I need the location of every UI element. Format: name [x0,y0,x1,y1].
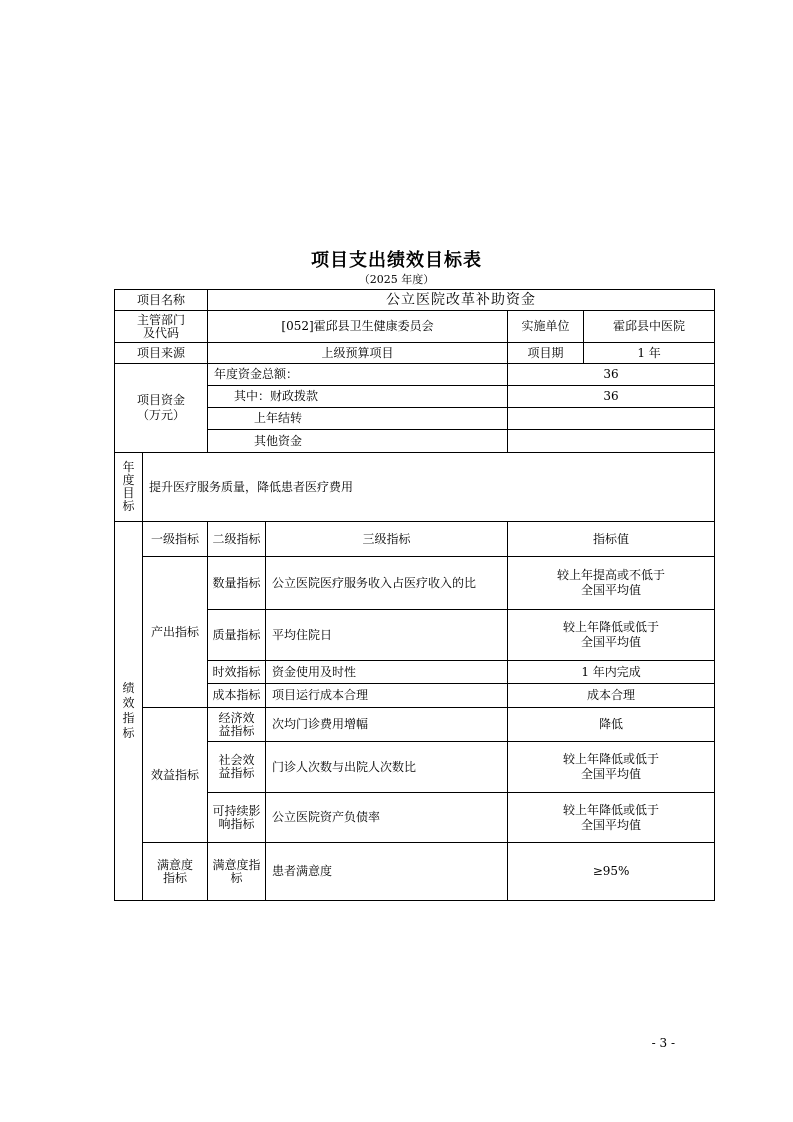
header-level2: 二级指标 [208,522,266,557]
header-level3: 三级指标 [266,522,508,557]
source-label: 项目来源 [115,343,208,364]
output-level2: 质量指标 [208,610,266,661]
table-row [115,843,715,901]
impl-unit-label: 实施单位 [508,311,584,343]
satisfaction-level2: 满意度指标 [208,843,266,901]
annual-goal-value: 提升医疗服务质量，降低患者医疗费用 [143,453,715,522]
funds-total-label: 年度资金总额： [208,364,508,386]
period-label: 项目期 [508,343,584,364]
page-subtitle: （2025 年度） [358,273,435,286]
source-value: 上级预算项目 [208,343,508,364]
benefit-label: 效益指标 [143,708,208,843]
header-level1: 一级指标 [143,522,208,557]
impl-unit-value: 霍邱县中医院 [584,311,715,343]
funds-carryover-label: 上年结转 [208,408,508,430]
benefit-level3: 公立医院资产负债率 [266,793,508,843]
output-level2: 时效指标 [208,661,266,684]
output-value: 较上年降低或低于全国平均值 [508,610,715,661]
output-label: 产出指标 [143,557,208,708]
benefit-value: 较上年降低或低于全国平均值 [508,742,715,793]
funds-fiscal-label: 其中：财政拨款 [208,386,508,408]
performance-target-table [114,289,715,901]
header-value: 指标值 [508,522,715,557]
benefit-value: 较上年降低或低于全国平均值 [508,793,715,843]
output-value: 1 年内完成 [508,661,715,684]
output-level3: 资金使用及时性 [266,661,508,684]
project-name-value: 公立医院改革补助资金 [208,290,715,311]
output-level3: 公立医院医疗服务收入占医疗收入的比 [266,557,508,610]
page-title: 项目支出绩效目标表 [311,250,482,271]
output-value: 成本合理 [508,684,715,708]
satisfaction-level3: 患者满意度 [266,843,508,901]
department-value: [052]霍邱县卫生健康委员会 [208,311,508,343]
row-funds-total [115,364,715,386]
funds-other-label: 其他资金 [208,430,508,453]
table-row [115,708,715,742]
project-name-label: 项目名称 [115,290,208,311]
page-number: - 3 - [651,1036,675,1050]
output-level3: 平均住院日 [266,610,508,661]
row-indicator-headers [115,522,715,557]
annual-goal-label: 年度目标 [115,453,143,522]
table-row [115,557,715,610]
benefit-level3: 门诊人次数与出院人次数比 [266,742,508,793]
row-project-name [115,290,715,311]
period-value: 1 年 [584,343,715,364]
funds-fiscal-value: 36 [508,386,715,408]
funds-total-value: 36 [508,364,715,386]
benefit-level2: 经济效益指标 [208,708,266,742]
benefit-level2: 可持续影响指标 [208,793,266,843]
funds-label: 项目资金（万元） [115,364,208,453]
row-annual-goal [115,453,715,522]
output-value: 较上年提高或不低于全国平均值 [508,557,715,610]
satisfaction-value: ≥95% [508,843,715,901]
department-label: 主管部门及代码 [115,311,208,343]
output-level2: 成本指标 [208,684,266,708]
indicators-label: 绩效指标 [115,522,143,901]
satisfaction-label: 满意度指标 [143,843,208,901]
output-level2: 数量指标 [208,557,266,610]
benefit-level2: 社会效益指标 [208,742,266,793]
benefit-level3: 次均门诊费用增幅 [266,708,508,742]
funds-carryover-value [508,408,715,430]
row-source [115,343,715,364]
benefit-value: 降低 [508,708,715,742]
row-department [115,311,715,343]
output-level3: 项目运行成本合理 [266,684,508,708]
funds-other-value [508,430,715,453]
